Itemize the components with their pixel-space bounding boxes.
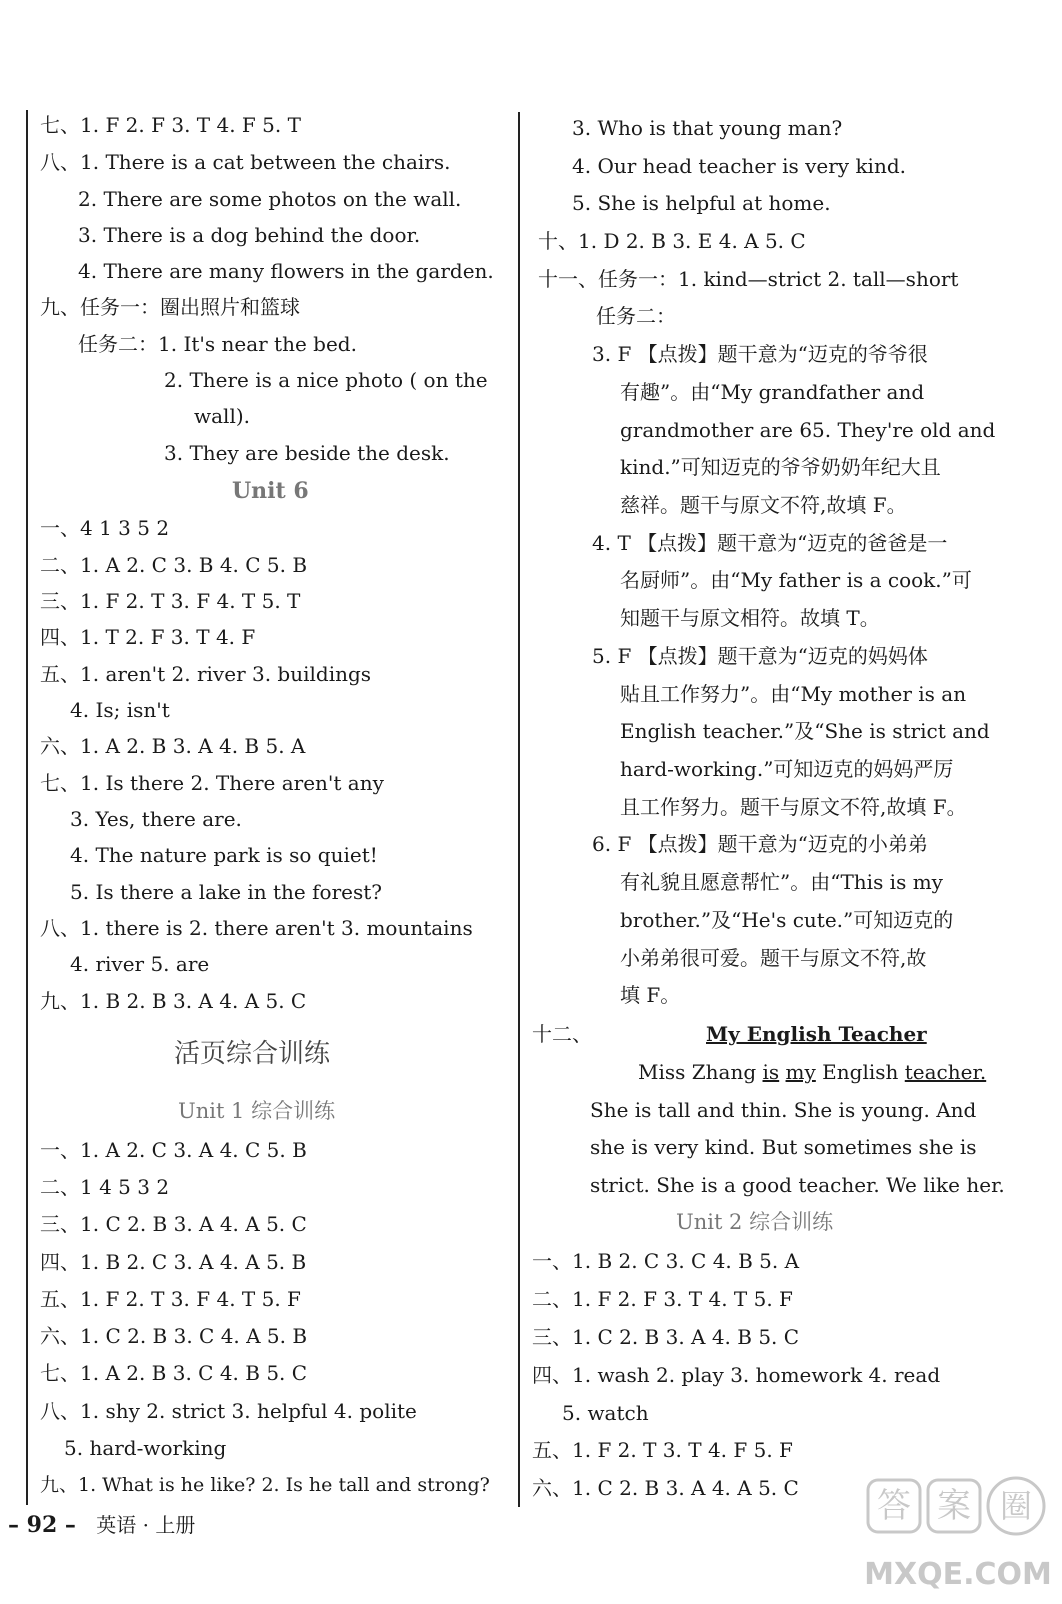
answer-line: 3. Yes, there are. xyxy=(70,807,242,831)
tip-line: 5. F 【点拨】题干意为“迈克的妈妈体 xyxy=(592,644,928,668)
answer-line: 十、1. D 2. B 3. E 4. A 5. C xyxy=(538,229,806,253)
tip-line: 且工作努力。题干与原文不符,故填 F。 xyxy=(620,795,967,819)
answer-line: 六、1. C 2. B 3. C 4. A 5. B xyxy=(40,1324,308,1348)
tip-line: 小弟弟很可爱。题干与原文不符,故 xyxy=(620,946,927,970)
unit-heading: Unit 6 xyxy=(232,478,309,504)
tip-line: 名厨师”。由“My father is a cook.”可 xyxy=(620,568,972,592)
tip-line: 有趣”。由“My grandfather and xyxy=(620,380,925,404)
question-label: 十二、 xyxy=(532,1022,592,1046)
tip-line: brother.”及“He's cute.”可知迈克的 xyxy=(620,908,954,932)
answer-line: 八、1. shy 2. strict 3. helpful 4. polite xyxy=(40,1399,417,1423)
answer-line: 4. The nature park is so quiet! xyxy=(70,843,378,867)
tip-line: 填 F。 xyxy=(620,983,681,1007)
answer-line: 三、1. C 2. B 3. A 4. B 5. C xyxy=(532,1325,800,1349)
answer-line: 十一、任务一：1. kind—strict 2. tall—short xyxy=(538,267,959,291)
answer-line: 二、1. F 2. F 3. T 4. T 5. F xyxy=(532,1287,793,1311)
essay-title: My English Teacher xyxy=(706,1022,927,1046)
tip-line: 贴且工作努力”。由“My mother is an xyxy=(620,682,967,706)
answer-line: 4. Is; isn't xyxy=(70,698,170,722)
answer-line: 五、1. aren't 2. river 3. buildings xyxy=(40,662,372,686)
watermark-char: 案 xyxy=(937,1486,971,1526)
page-number: – 92 – xyxy=(8,1512,76,1538)
unit-heading: Unit 1 综合训练 xyxy=(178,1099,336,1123)
answer-line: 5. hard-working xyxy=(64,1436,227,1460)
unit-heading: Unit 2 综合训练 xyxy=(676,1210,834,1234)
essay-line: she is very kind. But sometimes she is xyxy=(590,1135,977,1159)
tip-line: 知题干与原文相符。故填 T。 xyxy=(620,606,880,630)
answer-line: 4. Our head teacher is very kind. xyxy=(572,154,906,178)
watermark-char: 答 xyxy=(877,1486,911,1526)
answer-line: 一、1. B 2. C 3. C 4. B 5. A xyxy=(532,1249,800,1273)
answer-line: 任务二： xyxy=(596,304,676,328)
tip-line: kind.”可知迈克的爷爷奶奶年纪大且 xyxy=(620,455,941,479)
left-column xyxy=(0,0,510,1520)
answer-line: 七、1. A 2. B 3. C 4. B 5. C xyxy=(40,1361,308,1385)
essay-line: Miss Zhang is my English teacher. xyxy=(638,1060,987,1084)
answer-line: 七、1. Is there 2. There aren't any xyxy=(40,771,384,795)
answer-line: 3. They are beside the desk. xyxy=(164,441,450,465)
tip-line: hard-working.”可知迈克的妈妈严厉 xyxy=(620,757,954,781)
watermark-logo xyxy=(848,1472,1062,1600)
page-footer xyxy=(0,1505,400,1545)
tip-line: 6. F 【点拨】题干意为“迈克的小弟弟 xyxy=(592,832,928,856)
answer-line: 八、1. There is a cat between the chairs. xyxy=(40,150,451,174)
answer-line: 七、1. F 2. F 3. T 4. F 5. T xyxy=(40,113,301,137)
answer-line: 六、1. A 2. B 3. A 4. B 5. A xyxy=(40,734,306,758)
section-heading: 活页综合训练 xyxy=(174,1039,331,1069)
answer-line: 三、1. F 2. T 3. F 4. T 5. T xyxy=(40,589,301,613)
answer-line: 3. There is a dog behind the door. xyxy=(78,223,421,247)
answer-line: 2. There is a nice photo ( on the xyxy=(164,368,488,392)
answer-line: 4. river 5. are xyxy=(70,952,210,976)
watermark-char: 圈 xyxy=(999,1487,1033,1525)
tip-line: 3. F 【点拨】题干意为“迈克的爷爷很 xyxy=(592,342,928,366)
tip-line: grandmother are 65. They're old and xyxy=(620,418,996,442)
answer-line: 2. There are some photos on the wall. xyxy=(78,187,462,211)
answer-line: 九、任务一：圈出照片和篮球 xyxy=(40,295,300,319)
answer-line: 四、1. B 2. C 3. A 4. A 5. B xyxy=(40,1250,307,1274)
answer-line: 六、1. C 2. B 3. A 4. A 5. C xyxy=(532,1476,799,1500)
answer-line: 一、1. A 2. C 3. A 4. C 5. B xyxy=(40,1138,307,1162)
tip-line: 有礼貌且愿意帮忙”。由“This is my xyxy=(620,870,943,894)
book-title: 英语 · 上册 xyxy=(96,1513,196,1537)
answer-line: 三、1. C 2. B 3. A 4. A 5. C xyxy=(40,1212,307,1236)
answer-line: 二、1. A 2. C 3. B 4. C 5. B xyxy=(40,553,308,577)
answer-line: 5. Is there a lake in the forest? xyxy=(70,880,382,904)
answer-line: 八、1. there is 2. there aren't 3. mountains xyxy=(40,916,473,940)
essay-line: strict. She is a good teacher. We like her. xyxy=(590,1173,1005,1197)
tip-line: 慈祥。题干与原文不符,故填 F。 xyxy=(620,493,907,517)
watermark-graphic xyxy=(848,1472,1062,1600)
right-column xyxy=(520,0,1062,1520)
answer-line: 5. She is helpful at home. xyxy=(572,191,831,215)
answer-line: 5. watch xyxy=(562,1401,649,1425)
watermark-url: MXQE.COM xyxy=(864,1557,1052,1592)
answer-line: wall). xyxy=(194,404,250,428)
answer-line: 4. There are many flowers in the garden. xyxy=(78,259,494,283)
answer-line: 任务二：1. It's near the bed. xyxy=(78,332,357,356)
answer-line: 九、1. B 2. B 3. A 4. A 5. C xyxy=(40,989,307,1013)
answer-line: 四、1. wash 2. play 3. homework 4. read xyxy=(532,1363,941,1387)
answer-line: 五、1. F 2. T 3. T 4. F 5. F xyxy=(532,1438,793,1462)
answer-line: 九、1. What is he like? 2. Is he tall and strong? xyxy=(40,1474,490,1496)
tip-line: English teacher.”及“She is strict and xyxy=(620,719,990,743)
answer-line: 一、4 1 3 5 2 xyxy=(40,516,170,540)
answer-line: 二、1 4 5 3 2 xyxy=(40,1175,170,1199)
essay-line: She is tall and thin. She is young. And xyxy=(590,1098,977,1122)
answer-line: 五、1. F 2. T 3. F 4. T 5. F xyxy=(40,1287,301,1311)
answer-line: 四、1. T 2. F 3. T 4. F xyxy=(40,625,256,649)
tip-line: 4. T 【点拨】题干意为“迈克的爸爸是一 xyxy=(592,531,948,555)
answer-line: 3. Who is that young man? xyxy=(572,116,843,140)
